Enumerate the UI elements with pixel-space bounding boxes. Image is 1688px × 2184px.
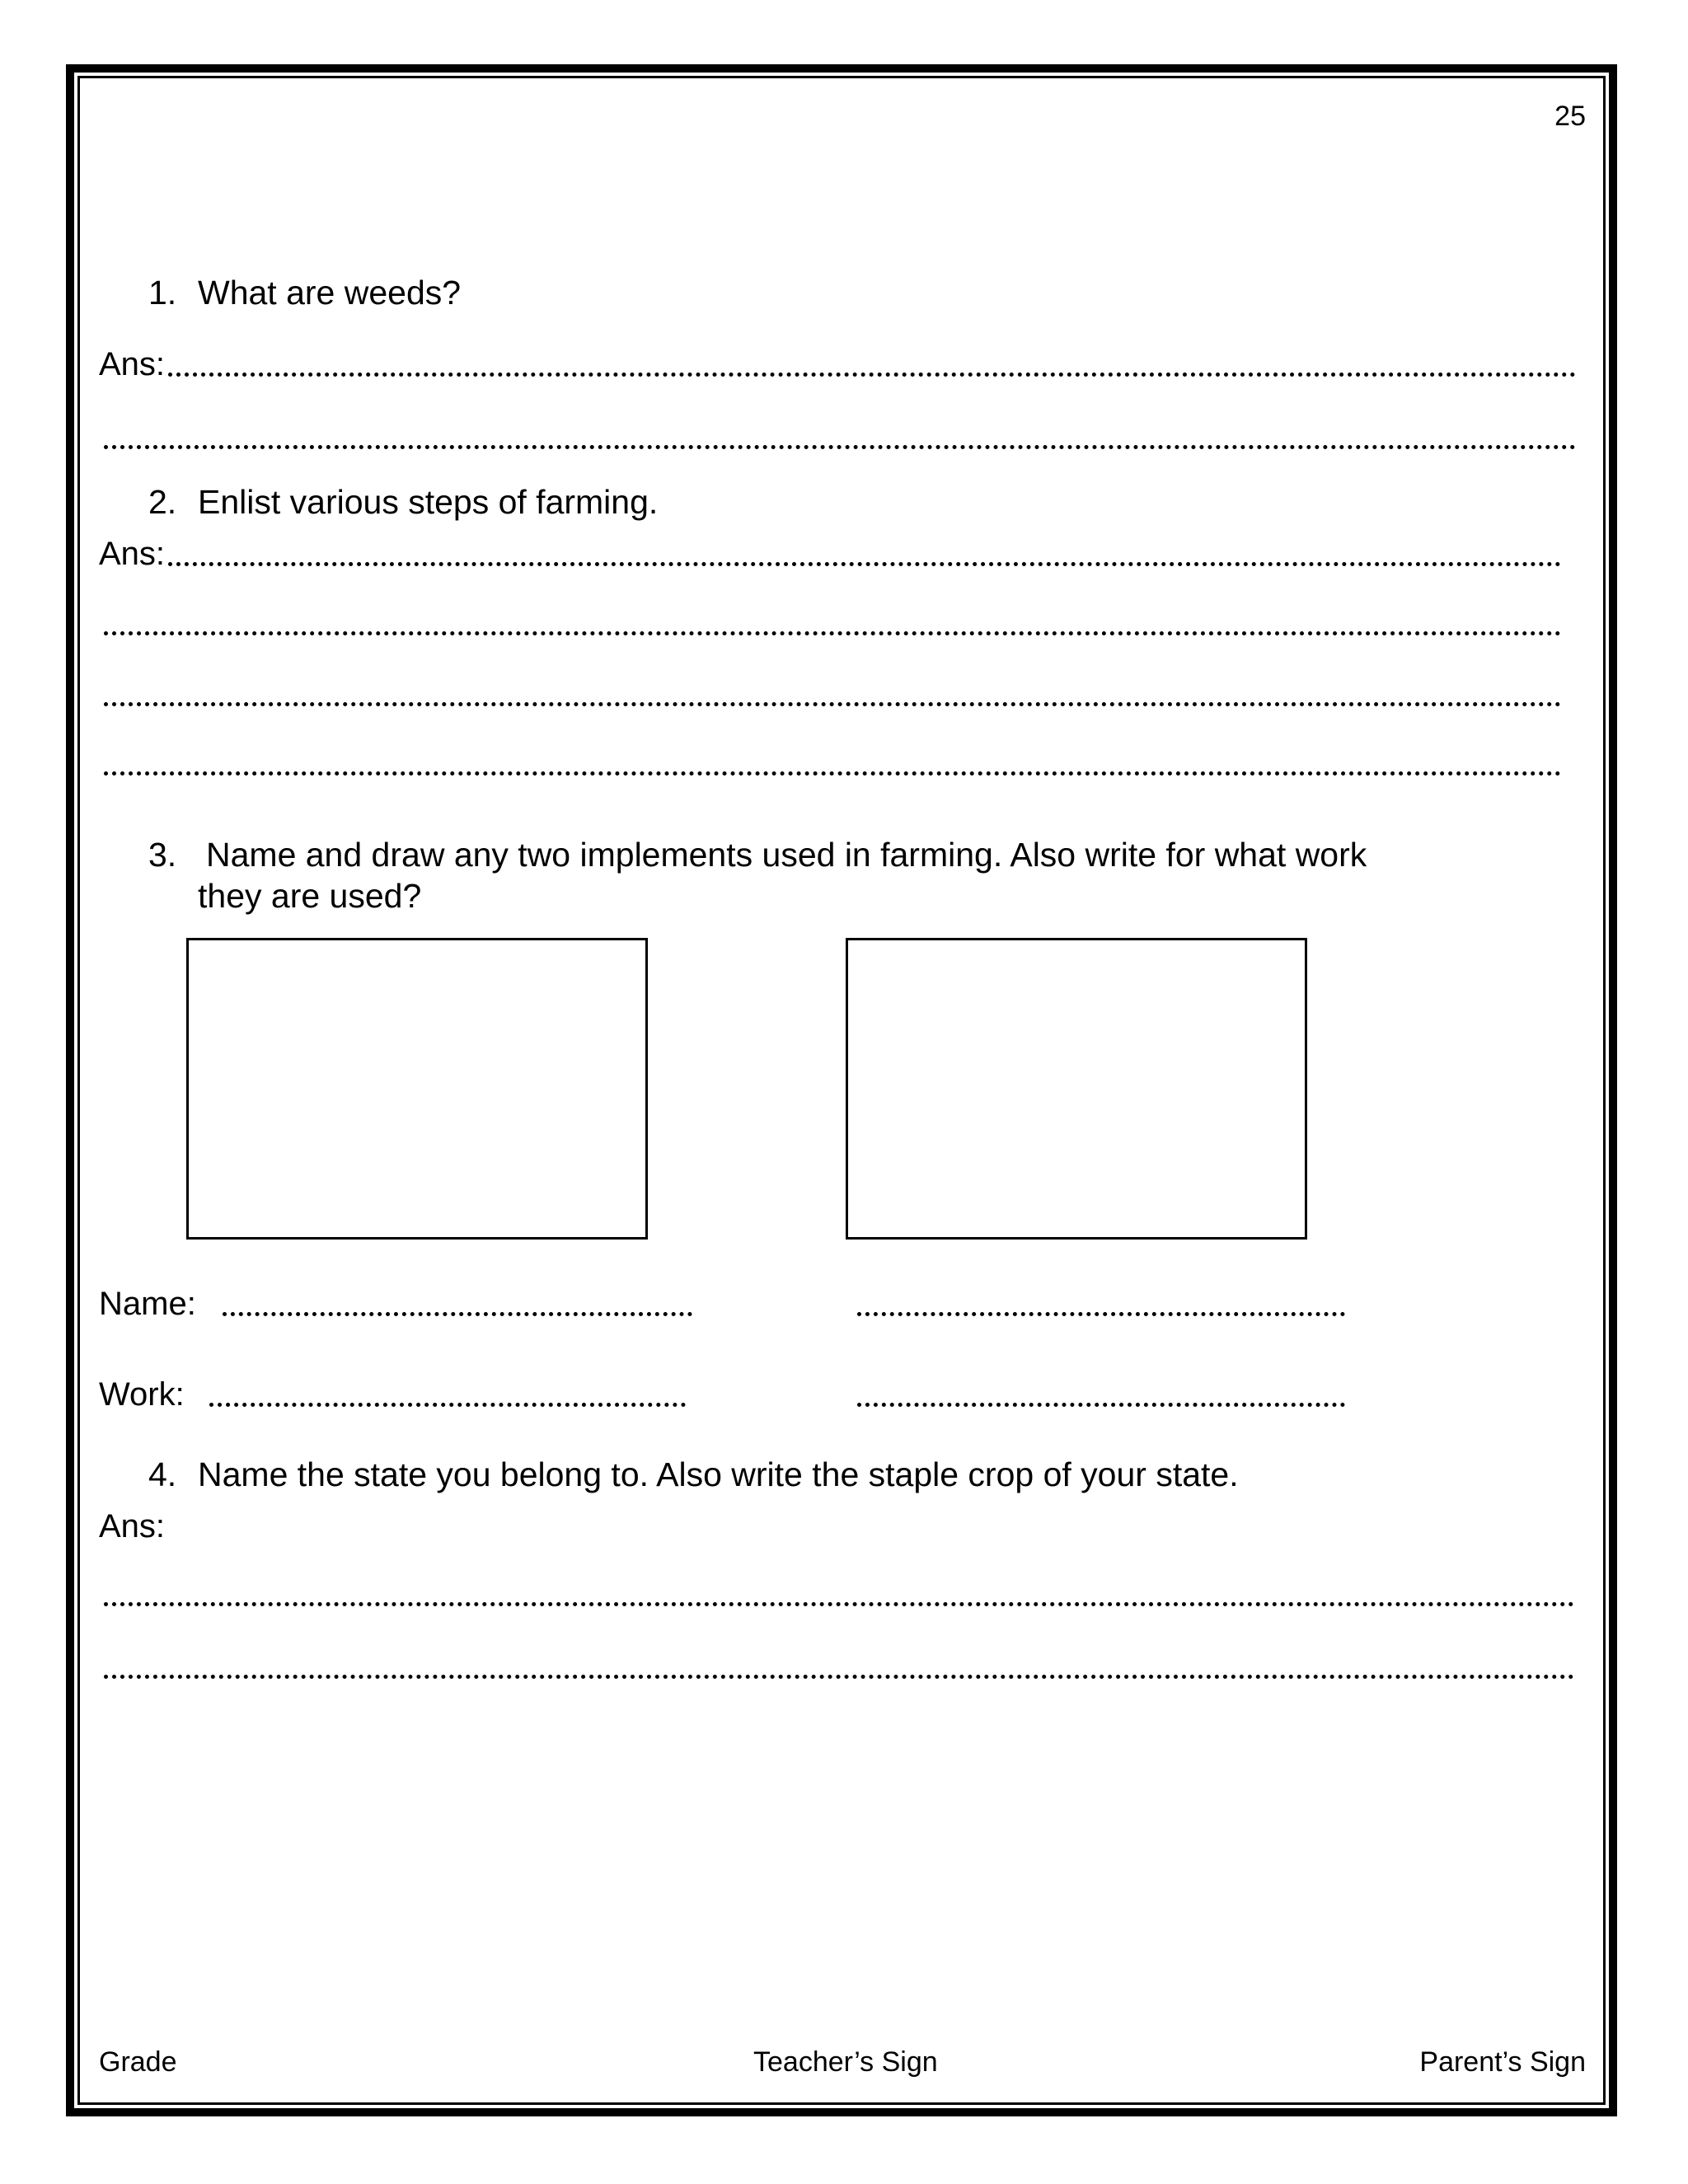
footer-grade: Grade	[99, 2046, 177, 2078]
question-4-number: 4.	[148, 1455, 177, 1493]
question-3-text-line-2: they are used?	[198, 877, 422, 915]
q1-answer-line-2[interactable]	[104, 445, 1576, 449]
q3-name-label: Name:	[99, 1286, 196, 1322]
q2-answer-line-2[interactable]	[104, 631, 1561, 635]
question-3-number: 3.	[148, 836, 177, 874]
question-1-text: What are weeds?	[198, 274, 462, 312]
q4-ans-label: Ans:	[99, 1508, 166, 1544]
question-1-number: 1.	[148, 274, 177, 312]
question-4-text: Name the state you belong to. Also write the staple crop of your state.	[198, 1455, 1239, 1493]
page-number: 25	[1554, 101, 1586, 132]
q4-answer-line-2[interactable]	[104, 1675, 1574, 1679]
question-2-text: Enlist various steps of farming.	[198, 483, 659, 521]
q3-name-line-1[interactable]	[223, 1312, 692, 1316]
question-1	[148, 272, 1550, 313]
question-4	[148, 1454, 1550, 1495]
q3-name-line-2[interactable]	[857, 1312, 1345, 1316]
q4-answer-line-1[interactable]	[104, 1602, 1574, 1606]
q2-ans-label: Ans:	[99, 536, 166, 572]
q2-answer-line-4[interactable]	[104, 771, 1561, 776]
footer-parent-sign: Parent’s Sign	[1419, 2046, 1586, 2078]
q3-work-line-2[interactable]	[857, 1403, 1345, 1407]
footer-teacher-sign: Teacher’s Sign	[753, 2046, 938, 2078]
drawing-box-2[interactable]	[846, 938, 1307, 1240]
q2-answer-line-3[interactable]	[104, 702, 1561, 706]
q3-work-label: Work:	[99, 1376, 185, 1413]
question-3	[148, 834, 1550, 916]
q1-answer-line-1[interactable]	[168, 373, 1576, 377]
q3-work-line-1[interactable]	[209, 1403, 686, 1407]
question-2	[148, 481, 1550, 523]
q2-answer-line-1[interactable]	[168, 562, 1561, 566]
question-2-number: 2.	[148, 483, 177, 521]
question-3-text: Name and draw any two implements used in farming. Also write for what work	[206, 836, 1367, 874]
q1-ans-label: Ans:	[99, 346, 166, 382]
drawing-box-1[interactable]	[186, 938, 648, 1240]
